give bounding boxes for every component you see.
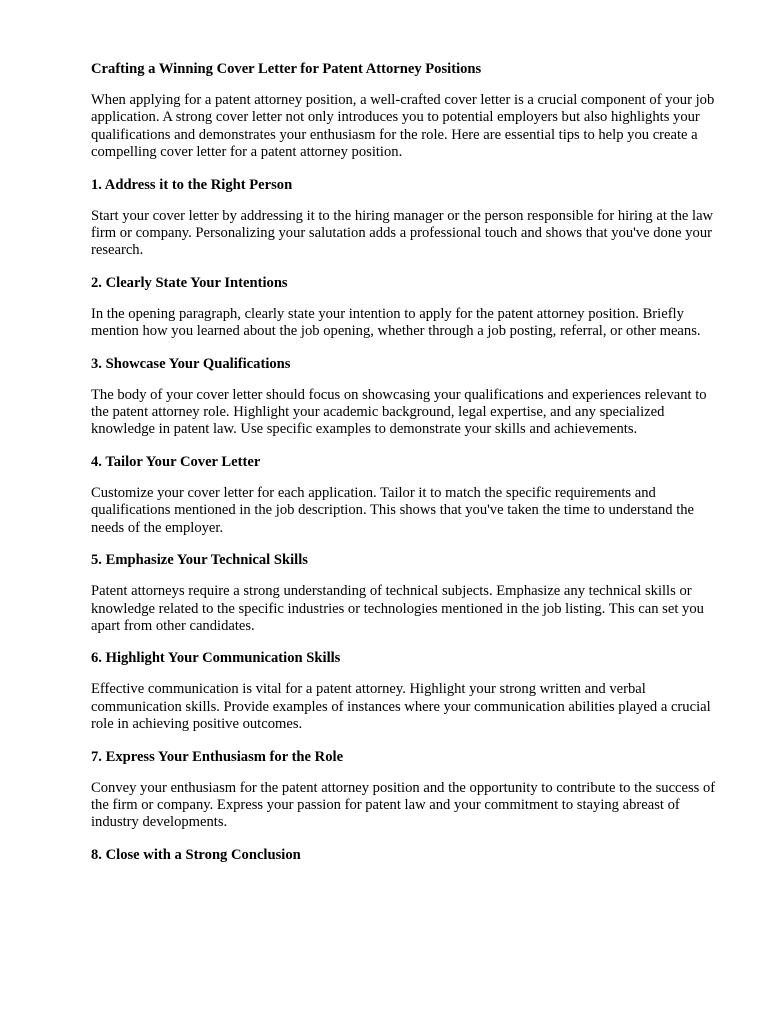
section-enthusiasm	[91, 748, 722, 832]
section-tailor-letter	[91, 453, 722, 537]
section-body: Patent attorneys require a strong understanding of technical subjects. Emphasize any technical skills or knowledge related to the specific industries or technologies mentioned in the job listing. This can set you apart from other candidates.	[91, 583, 704, 634]
intro-paragraph: When applying for a patent attorney position, a well-crafted cover letter is a crucial component of your job application. A strong cover letter not only introduces you to potential employers but also highlights your qualifications and demonstrates your enthusiasm for the role. Here are essential tips to help you create a compelling cover letter for a patent attorney position.	[91, 92, 715, 161]
section-heading: 7. Express Your Enthusiasm for the Role	[91, 748, 344, 765]
section-heading: 2. Clearly State Your Intentions	[91, 274, 288, 291]
section-heading: 5. Emphasize Your Technical Skills	[91, 552, 308, 569]
section-technical-skills	[91, 551, 722, 635]
section-heading: 6. Highlight Your Communication Skills	[91, 650, 341, 667]
section-address-right-person	[91, 176, 722, 260]
section-state-intentions	[91, 274, 722, 341]
section-body: Effective communication is vital for a patent attorney. Highlight your strong written and verbal communication skills. Provide examples of instances where your communication abilities played a crucial role in achieving positive outcomes.	[91, 681, 711, 733]
section-communication-skills	[91, 649, 722, 733]
section-body: Customize your cover letter for each application. Tailor it to match the specific requirements and qualifications mentioned in the job description. This shows that you've taken the time to understand the needs of the employer.	[91, 484, 695, 536]
section-heading: 1. Address it to the Right Person	[91, 176, 293, 193]
section-strong-conclusion	[91, 846, 722, 864]
section-body: The body of your cover letter should focus on showcasing your qualifications and experiences relevant to the patent attorney role. Highlight your academic background, legal expertise, and any specialized knowledge in patent law. Use specific examples to demonstrate your skills and achievements.	[91, 386, 707, 438]
section-heading: 3. Showcase Your Qualifications	[91, 355, 291, 372]
document-title: Crafting a Winning Cover Letter for Patent Attorney Positions	[91, 61, 482, 77]
section-showcase-qualifications	[91, 355, 722, 439]
section-body: In the opening paragraph, clearly state your intention to apply for the patent attorney position. Briefly mention how you learned about the job opening, whether through a job posting, referral, or other means.	[91, 305, 701, 340]
section-body: Convey your enthusiasm for the patent attorney position and the opportunity to contribute to the success of the firm or company. Express your passion for patent law and your commitment to staying abreast of industry developments.	[91, 779, 716, 831]
section-heading: 4. Tailor Your Cover Letter	[91, 453, 261, 470]
section-heading: 8. Close with a Strong Conclusion	[91, 846, 301, 863]
section-body: Start your cover letter by addressing it to the hiring manager or the person responsible for hiring at the law firm or company. Personalizing your salutation adds a professional touch and shows that you've done your research.	[91, 207, 714, 259]
